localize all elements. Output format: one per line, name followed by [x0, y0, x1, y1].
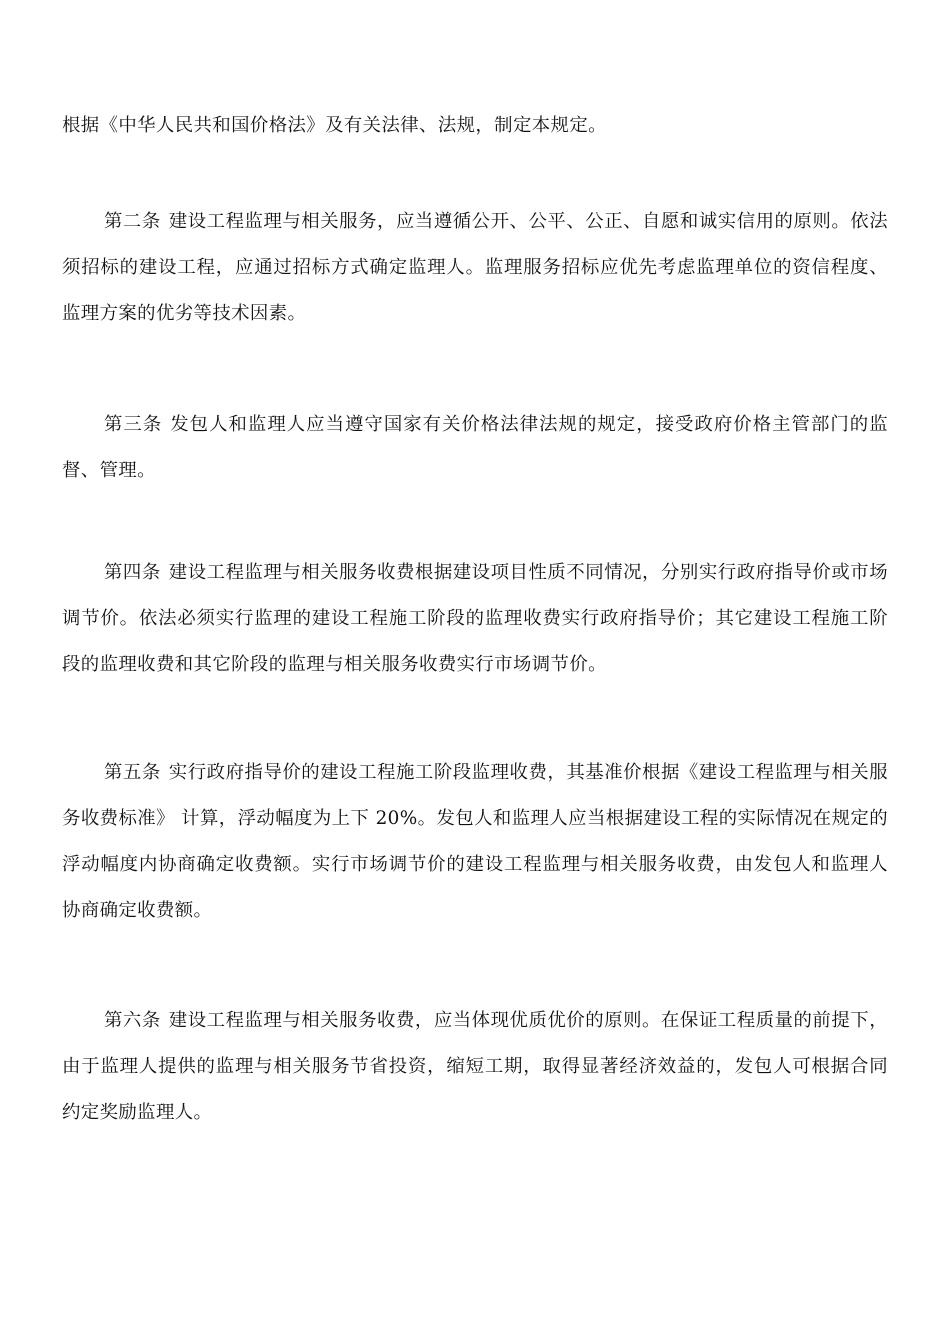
article-5 [62, 750, 888, 934]
article-3 [62, 402, 888, 494]
article-6 [62, 998, 888, 1136]
article-text: 建设工程监理与相关服务收费，应当体现优质优价的原则。在保证工程质量的前提下，由于监理人提供的监理与相关服务节省投资，缩短工期，取得显著经济效益的，发包人可根据合同约定奖励监理人。 [62, 1010, 889, 1123]
article-text: 发包人和监理人应当遵守国家有关价格法律法规的规定，接受政府价格主管部门的监督、管理。 [62, 414, 888, 481]
article-text: 建设工程监理与相关服务收费根据建设项目性质不同情况，分别实行政府指导价或市场调节价。依法必须实行监理的建设工程施工阶段的监理收费实行政府指导价；其它建设工程施工阶段的监理收费和其它阶段的监理与相关服务收费实行市场调节价。 [62, 562, 889, 675]
article-number: 第四条 [104, 562, 161, 583]
article-text: 建设工程监理与相关服务，应当遵循公开、公平、公正、自愿和诚实信用的原则。依法须招标的建设工程，应通过招标方式确定监理人。监理服务招标应优先考虑监理单位的资信程度、监理方案的优劣等技术因素。 [62, 211, 889, 324]
article-4 [62, 550, 888, 688]
paragraph-preamble [62, 103, 888, 149]
article-number: 第六条 [104, 1010, 161, 1031]
article-number: 第三条 [104, 414, 163, 435]
article-number: 第五条 [104, 762, 161, 783]
article-text: 实行政府指导价的建设工程施工阶段监理收费，其基准价根据《建设工程监理与相关服务收费标准》 计算，浮动幅度为上下 20%。发包人和监理人应当根据建设工程的实际情况在规定的浮动幅度内协商确定收费额。实行市场调节价的建设工程监理与相关服务收费，由发包人和监理人协商确定收费额。 [62, 762, 889, 921]
article-2 [62, 199, 888, 337]
article-number: 第二条 [104, 211, 161, 232]
paragraph-text: 根据《中华人民共和国价格法》及有关法律、法规，制定本规定。 [62, 115, 607, 136]
